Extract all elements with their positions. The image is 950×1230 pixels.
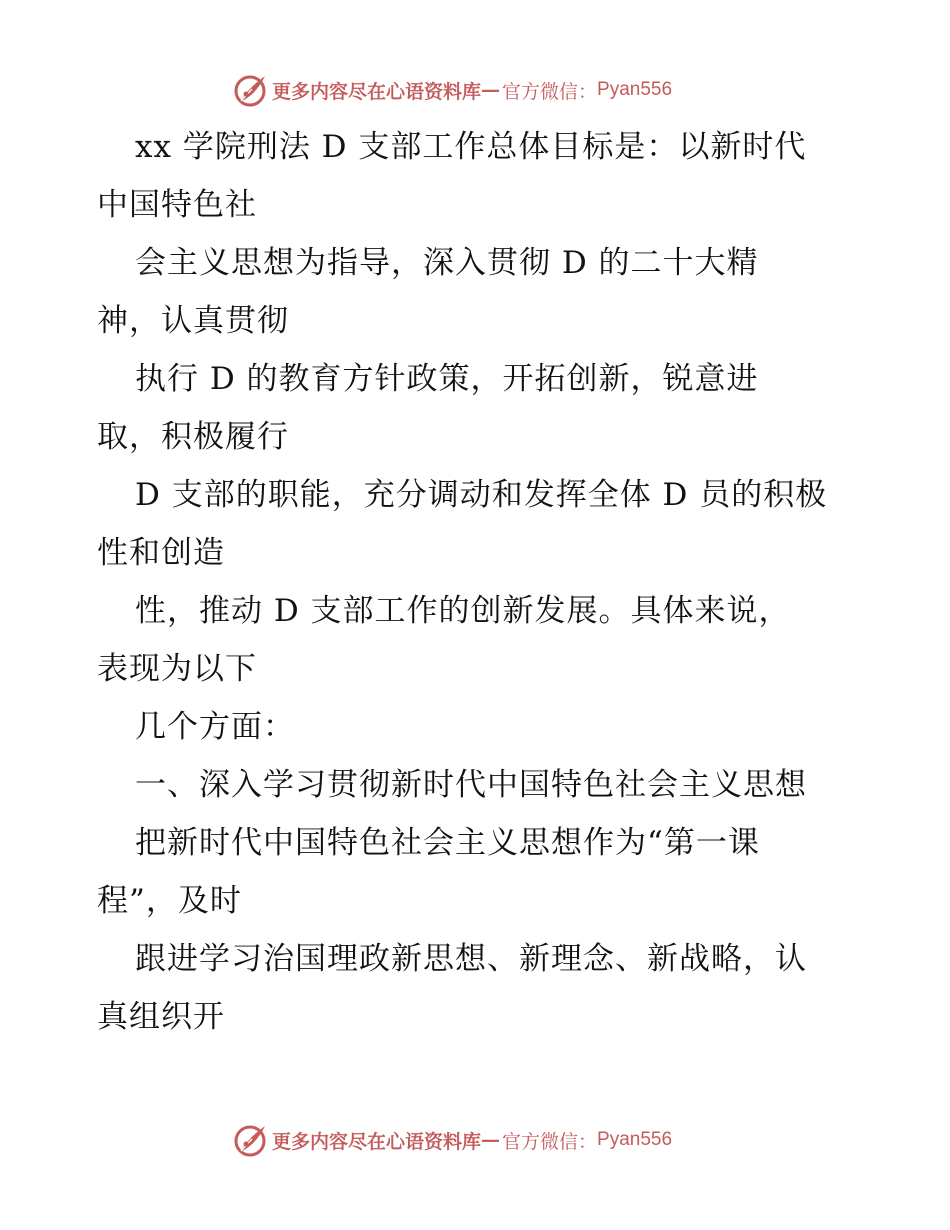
document-line: 把新时代中国特色社会主义思想作为“第一课: [135, 825, 760, 861]
banner-wechat-label: 官方微信：: [502, 80, 598, 103]
document-line: 中国特色社: [97, 187, 257, 223]
footer-watermark-banner: [232, 1122, 672, 1158]
document-line: 几个方面：: [135, 709, 295, 745]
banner-main-text: 更多内容尽在心语资料库: [272, 80, 482, 103]
document-body: [97, 118, 867, 1046]
document-line: D 支部的职能，充分调动和发挥全体 D 员的积极: [135, 477, 828, 513]
banner-dash: —: [481, 79, 501, 101]
document-line: 跟进学习治国理政新思想、新理念、新战略，认: [135, 941, 807, 977]
document-line: 执行 D 的教育方针政策，开拓创新，锐意进: [135, 361, 759, 397]
document-line: 性和创造: [97, 535, 225, 571]
document-line: 表现为以下: [97, 651, 257, 687]
document-line: 程”，及时: [97, 883, 242, 919]
banner-dash: —: [481, 1129, 501, 1151]
document-line: xx 学院刑法 D 支部工作总体目标是：以新时代: [135, 129, 807, 165]
banner-wechat-label: 官方微信：: [502, 1130, 598, 1153]
banner-wechat-id: Pyan556: [597, 79, 673, 100]
feather-pen-logo-icon: [232, 1122, 268, 1158]
header-watermark-banner: [232, 72, 672, 108]
document-line: 性，推动 D 支部工作的创新发展。具体来说，: [135, 593, 791, 629]
banner-main-text: 更多内容尽在心语资料库: [272, 1130, 482, 1153]
document-line: 神，认真贯彻: [97, 303, 289, 339]
document-line: 会主义思想为指导，深入贯彻 D 的二十大精: [135, 245, 759, 281]
document-line: 取，积极履行: [97, 419, 289, 455]
banner-wechat-id: Pyan556: [597, 1129, 673, 1150]
section-heading: 一、深入学习贯彻新时代中国特色社会主义思想: [135, 767, 807, 803]
feather-pen-logo-icon: [232, 72, 268, 108]
document-line: 真组织开: [97, 999, 225, 1035]
